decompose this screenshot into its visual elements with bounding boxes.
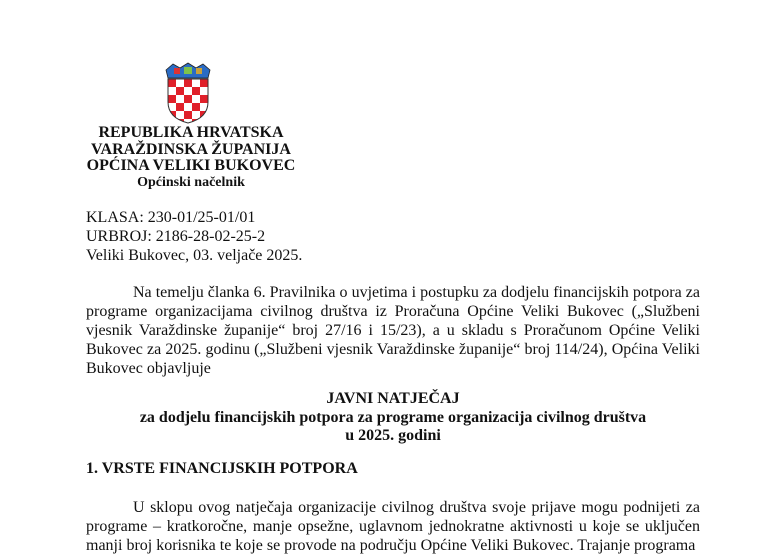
intro-paragraph: Na temelju članka 6. Pravilnika o uvjetima i postupku za dodjelu financijskih potpora za programe organizacijama civilnog društva iz Proračuna Općine Veliki Bukovec („Službeni vjesnik Varaždinske županije“ broj 27/16 i 15/23), a u skladu s Proračunom Općine Veliki Bukovec za 2025. godinu („Službeni vjesnik Varaždinske županije“ broj 114/24), Općina Veliki Bukovec objavljuje (86, 284, 700, 377)
document-title (86, 390, 700, 446)
coat-field (192, 95, 200, 103)
coat-field (176, 87, 184, 95)
document-meta (86, 208, 302, 265)
coat-field (184, 103, 192, 111)
coat-field (184, 87, 192, 95)
header-country: REPUBLIKA HRVATSKA (98, 124, 284, 141)
coat-field (184, 111, 192, 119)
coat-field (176, 95, 184, 103)
coat-field (176, 103, 184, 111)
place-date: Veliki Bukovec, 03. veljače 2025. (86, 247, 303, 264)
coat-field (176, 79, 184, 87)
coat-field (200, 79, 208, 87)
title-line-2: za dodjelu financijskih potpora za programe organizacija civilnog društva (139, 408, 647, 426)
header-municipality: OPĆINA VELIKI BUKOVEC (86, 157, 296, 174)
header-county: VARAŽDINSKA ŽUPANIJA (91, 140, 291, 158)
coat-field (200, 87, 208, 95)
urbroj: URBROJ: 2186-28-02-25-2 (86, 228, 266, 245)
coat-field (200, 95, 208, 103)
coat-field (184, 79, 192, 87)
coat-field (192, 87, 200, 95)
coat-field (168, 87, 176, 95)
title-line-3: u 2025. godini (345, 427, 441, 444)
coat-field (192, 103, 200, 111)
issuer-header (86, 125, 296, 191)
section-heading: 1. VRSTE FINANCIJSKIH POTPORA (86, 460, 358, 477)
coat-field (168, 95, 176, 103)
klasa: KLASA: 230-01/25-01/01 (86, 209, 256, 226)
section-paragraph: U sklopu ovog natječaja organizacije civilnog društva svoje prijave mogu podnijeti za programe – kratkoročne, manje opsežne, uglavnom jednokratne aktivnosti u koje se uključen manji broj korisnika te koje se provode na području Općine Veliki Bukovec. Trajanje programa (86, 499, 700, 554)
coat-field (176, 111, 184, 119)
header-office: Općinski načelnik (137, 174, 245, 190)
coat-field (192, 111, 200, 119)
coat-field (200, 111, 208, 119)
title-line-1: JAVNI NATJEČAJ (326, 390, 460, 407)
coat-field (168, 111, 176, 119)
coat-field (192, 79, 200, 87)
croatian-coat-of-arms-icon (164, 62, 212, 124)
coat-field (168, 79, 176, 87)
coat-field (184, 95, 192, 103)
